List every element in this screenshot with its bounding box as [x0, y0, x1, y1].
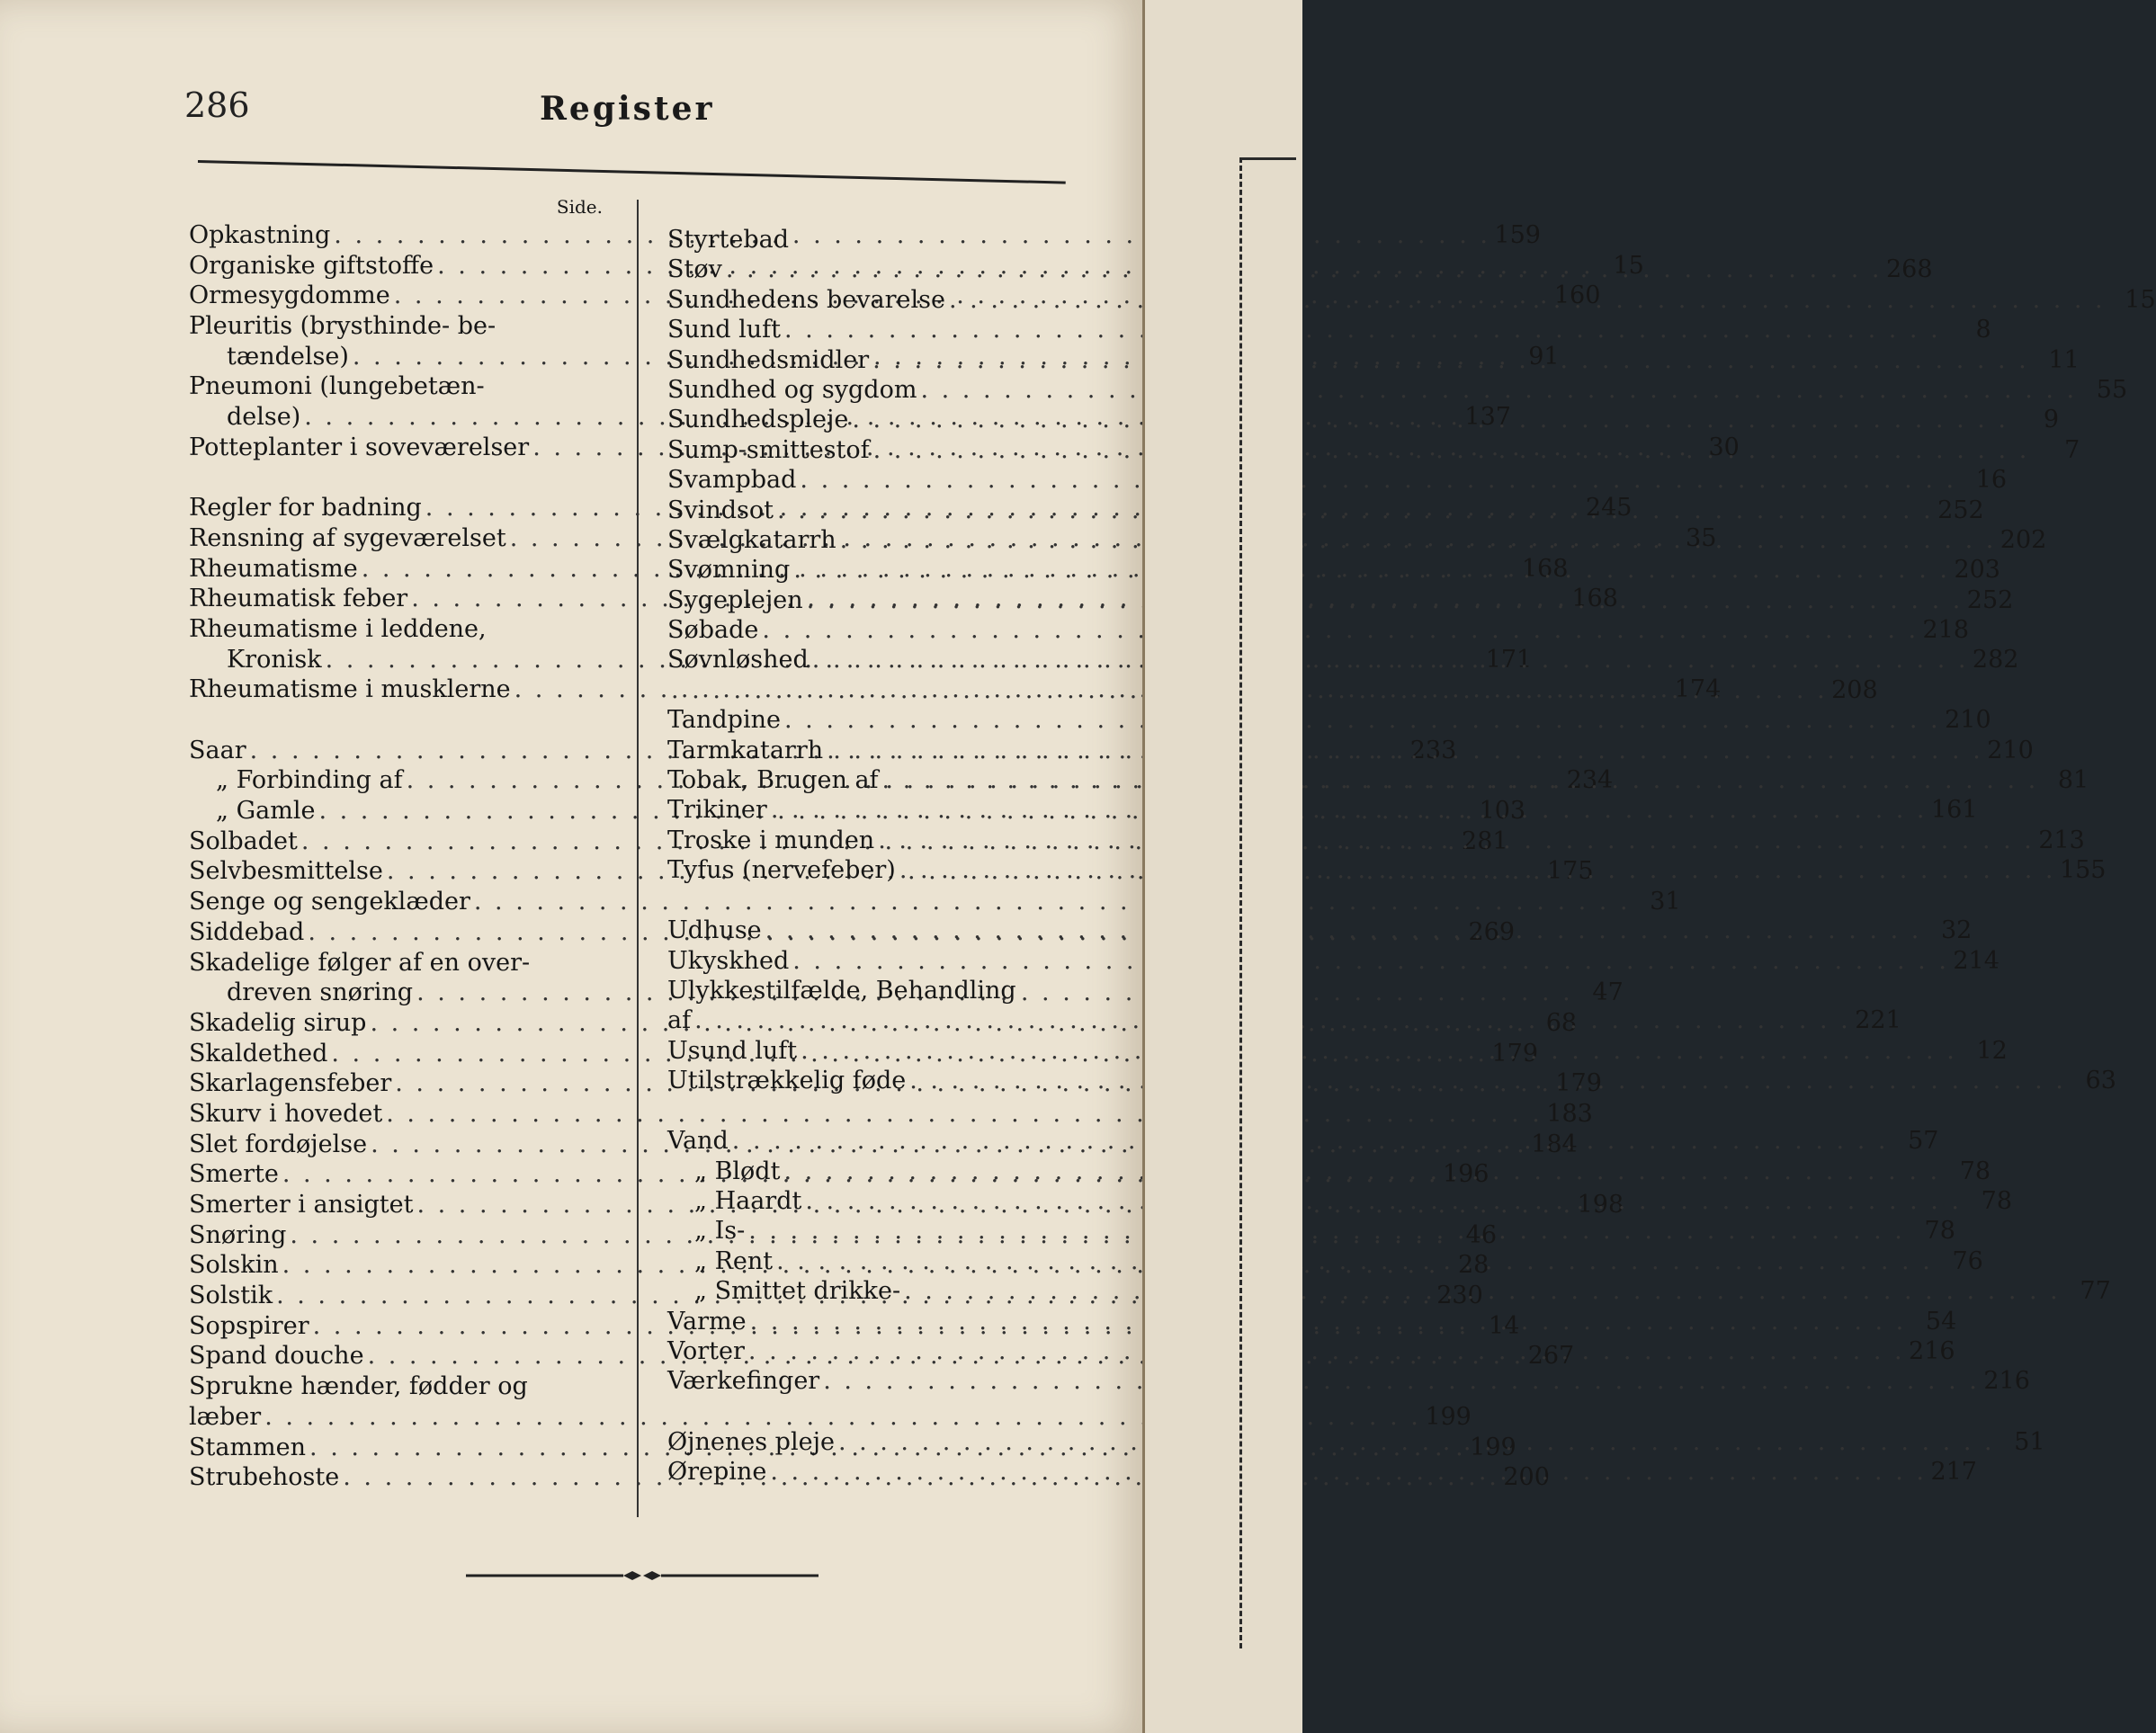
- entry-page: 183: [1546, 1099, 1593, 1128]
- entry-term: Solskin: [189, 1251, 279, 1280]
- facing-page-edge: [1142, 0, 1302, 1733]
- dot-leader: [823, 736, 1987, 765]
- entry-page: 217: [1930, 1457, 1977, 1486]
- entry-term: Svindsot: [667, 496, 774, 524]
- index-entry: [667, 886, 1090, 916]
- dot-leader: [917, 375, 2080, 405]
- dot-leader: [906, 1066, 2070, 1095]
- entry-page: 245: [1585, 494, 1633, 523]
- entry-term: „ Smittet drikke-: [694, 1277, 901, 1306]
- dot-leader: [762, 916, 1926, 945]
- dot-leader: [797, 1036, 1961, 1066]
- entry-term: delse): [227, 403, 301, 432]
- index-entry: [189, 1099, 1593, 1130]
- entry-term: dreven snøring: [227, 978, 414, 1007]
- entry-term: Sygeplejen: [667, 585, 803, 614]
- entry-term: Sundhed og sygdom: [667, 375, 917, 404]
- entry-page: 9: [2043, 406, 2059, 434]
- entry-term: Rheumatisme i leddene,: [189, 614, 487, 643]
- entry-page: 51: [2014, 1427, 2045, 1456]
- entry-term: Svampbad: [667, 466, 797, 495]
- index-entry: [189, 463, 612, 494]
- entry-term: Siddebad: [189, 917, 305, 946]
- page-title: Register: [540, 90, 715, 128]
- entry-term: Tarmkatarrh: [667, 736, 824, 764]
- dot-leader: [809, 645, 1973, 674]
- entry-term: Tandpine: [667, 706, 781, 735]
- entry-page: 267: [1527, 1342, 1575, 1371]
- index-entry: [667, 1366, 2030, 1396]
- entry-page: 269: [1468, 917, 1516, 946]
- index-entry: [667, 615, 1970, 645]
- entry-page: 155: [2059, 856, 2107, 885]
- index-entry: [667, 465, 2008, 495]
- entry-page: 31: [1650, 888, 1681, 916]
- entry-page: 78: [1924, 1217, 1955, 1246]
- entry-term: Øjnenes pleje: [667, 1427, 835, 1456]
- entry-term: „ Forbinding af: [216, 766, 403, 795]
- entry-term: Sundhedsmidler: [667, 345, 870, 374]
- entry-page: 234: [1566, 766, 1614, 795]
- entry-term: Solstik: [189, 1282, 273, 1310]
- entry-term: Snøring: [189, 1220, 287, 1249]
- entry-term: Skarlagensfeber: [189, 1069, 392, 1098]
- entry-page: 216: [1909, 1337, 1955, 1366]
- entry-page: 91: [1528, 342, 1560, 371]
- entry-page: 175: [1547, 857, 1594, 886]
- entry-page: 174: [1674, 675, 1722, 704]
- entry-page: 221: [1855, 1006, 1901, 1035]
- entry-term: Potteplanter i soveværelser: [189, 433, 530, 461]
- entry-term: Skadelige følger af en over-: [189, 948, 531, 977]
- entry-term: Tyfus (nervefeber): [667, 856, 896, 885]
- entry-term: Ulykkestilfælde, Behandling: [667, 977, 1016, 1005]
- dot-leader: [781, 315, 1945, 344]
- entry-page: 15: [1613, 251, 1644, 280]
- facing-page-frame: [1239, 157, 1296, 1648]
- entry-page: 230: [1436, 1282, 1483, 1310]
- index-entry: [667, 976, 1090, 1005]
- entry-term: Saar: [189, 736, 246, 764]
- index-entry: [189, 887, 1681, 917]
- entry-term: Troske i munden: [667, 826, 875, 854]
- entry-page: 16: [1975, 466, 2008, 495]
- index-entry: [189, 674, 1722, 705]
- entry-term: „ Rent: [694, 1246, 774, 1275]
- entry-term: Stammen: [189, 1433, 307, 1461]
- entry-term: Kronisk: [227, 645, 322, 674]
- entry-term: Rheumatisme i musklerne: [189, 675, 511, 704]
- entry-term: Skadelig sirup: [189, 1008, 367, 1037]
- entry-page: 46: [1465, 1220, 1498, 1249]
- entry-term: „ Haardt: [694, 1187, 802, 1216]
- entry-page: 160: [1553, 281, 1601, 310]
- entry-page: 57: [1908, 1127, 1939, 1156]
- entry-page: 30: [1708, 433, 1740, 461]
- entry-page: 28: [1457, 1251, 1490, 1280]
- page-number: 286: [184, 85, 250, 125]
- entry-page: 200: [1503, 1463, 1550, 1492]
- dot-leader: [758, 615, 1922, 645]
- entry-term: Smerter i ansigtet: [189, 1191, 414, 1219]
- entry-term: Vand: [667, 1127, 729, 1156]
- entry-page: 161: [1930, 796, 1978, 825]
- entry-term: „ Blødt: [694, 1157, 781, 1185]
- side-label: Side.: [556, 196, 603, 218]
- entry-term: Usund luft: [667, 1036, 798, 1065]
- entry-term: Svømning: [667, 556, 791, 585]
- entry-page: 35: [1686, 523, 1717, 552]
- entry-page: 63: [2085, 1067, 2116, 1095]
- dot-leader: [870, 435, 2034, 465]
- entry-term: Skaldethed: [189, 1039, 328, 1067]
- dot-leader: [729, 1126, 1892, 1156]
- index-entry: [667, 375, 2128, 405]
- index-entry: [189, 614, 612, 645]
- entry-page: 198: [1577, 1191, 1624, 1219]
- entry-page: 199: [1425, 1402, 1472, 1431]
- entry-page: 12: [1976, 1036, 2008, 1065]
- entry-page: 179: [1491, 1039, 1539, 1067]
- entry-page: 77: [2080, 1277, 2111, 1306]
- entry-page: 208: [1831, 675, 1878, 704]
- ornament-rule: [466, 1569, 819, 1582]
- entry-term: tændelse): [227, 342, 349, 371]
- entry-term: Værkefinger: [667, 1367, 820, 1396]
- index-entry: [667, 225, 1090, 255]
- entry-page: 159: [1494, 221, 1541, 249]
- entry-page: 54: [1925, 1307, 1957, 1335]
- entry-term: Udhuse: [667, 916, 762, 945]
- entry-page: 268: [1885, 255, 1933, 284]
- dot-leader: [747, 1307, 1910, 1336]
- entry-page: 214: [1953, 946, 1999, 975]
- entry-term: Regler for badning: [189, 494, 422, 523]
- entry-page: 179: [1555, 1069, 1602, 1098]
- index-entry: [189, 1402, 1472, 1433]
- index-entry: [667, 705, 1991, 735]
- index-entry: [189, 311, 612, 342]
- entry-page: 76: [1952, 1246, 1983, 1275]
- entry-page: 282: [1972, 646, 2019, 674]
- dot-leader: [835, 1427, 1999, 1457]
- dot-leader: [767, 795, 1931, 825]
- entry-term: Varme: [667, 1307, 747, 1335]
- dot-leader: [900, 1276, 2064, 1306]
- index-entry: [189, 1371, 612, 1402]
- entry-page: 199: [1470, 1433, 1516, 1461]
- entry-term: Styrtebad: [667, 226, 789, 254]
- entry-term: Pleuritis (brysthinde- be-: [189, 312, 497, 341]
- entry-term: Smerte: [189, 1160, 279, 1189]
- dot-leader: [945, 285, 2109, 315]
- entry-term: Sundhedens bevarelse: [667, 285, 945, 314]
- entry-term: Rheumatisk feber: [189, 585, 408, 613]
- entry-page: 168: [1521, 554, 1569, 583]
- entry-page: 47: [1592, 978, 1624, 1007]
- entry-term: Søvnløshed: [667, 646, 809, 674]
- entry-page: 210: [1987, 736, 2034, 764]
- entry-term: Sump-smittestof: [667, 435, 870, 464]
- entry-term: Sund luft: [667, 316, 782, 344]
- entry-term: læber: [189, 1402, 262, 1431]
- dot-leader: [790, 555, 1954, 585]
- entry-term: af: [667, 1006, 692, 1035]
- entry-page: 210: [1945, 706, 1991, 735]
- index-entry: [189, 948, 612, 978]
- entry-term: Vorter: [667, 1337, 745, 1366]
- dot-leader: [766, 1457, 1930, 1487]
- entry-page: 103: [1479, 797, 1526, 826]
- entry-page: 252: [1937, 496, 1984, 524]
- entry-page: 8: [1975, 316, 1991, 344]
- dot-leader: [722, 255, 1886, 284]
- entry-page: 55: [2096, 375, 2128, 404]
- entry-term: Opkastning: [189, 221, 331, 249]
- entry-page: 15: [2125, 285, 2156, 314]
- dot-leader: [774, 496, 1937, 525]
- entry-term: Rensning af sygeværelset: [189, 523, 506, 552]
- dot-leader: [781, 705, 1945, 735]
- entry-term: Solbadet: [189, 826, 298, 855]
- entry-page: 68: [1545, 1008, 1578, 1037]
- entry-page: 233: [1409, 736, 1457, 764]
- entry-page: 11: [2048, 345, 2080, 374]
- entry-page: 78: [1959, 1157, 1991, 1185]
- entry-term: Slet fordøjelse: [189, 1130, 368, 1158]
- entry-term: Sopspirer: [189, 1311, 309, 1340]
- dot-leader: [874, 826, 2038, 855]
- entry-page: 184: [1531, 1130, 1578, 1158]
- entry-page: 216: [1983, 1367, 2030, 1396]
- entry-term: Pneumoni (lungebetæn-: [189, 372, 485, 401]
- dot-leader: [745, 1216, 1909, 1246]
- entry-page: 168: [1571, 585, 1618, 613]
- entry-page: 196: [1442, 1160, 1490, 1189]
- index-entry: [667, 946, 1999, 976]
- entry-term: Strubehoste: [189, 1463, 340, 1492]
- index-entry: [667, 1397, 1090, 1427]
- dot-leader: [803, 585, 1967, 615]
- entry-page: 14: [1488, 1311, 1520, 1340]
- entry-page: 213: [2038, 826, 2085, 854]
- entry-term: „ Is-: [694, 1217, 746, 1246]
- column-divider: [637, 200, 639, 1517]
- index-entry: [667, 315, 1991, 344]
- entry-term: Ørepine: [667, 1457, 767, 1486]
- entry-term: Sprukne hænder, fødder og: [189, 1372, 528, 1401]
- dot-leader: [780, 1157, 1944, 1186]
- entry-page: 202: [1999, 525, 2047, 554]
- dot-leader: [773, 1246, 1937, 1276]
- dot-leader: [896, 855, 2060, 885]
- entry-term: Svælgkatarrh: [667, 525, 836, 554]
- dot-leader: [836, 525, 2000, 555]
- entry-term: Sundhedspleje: [667, 406, 849, 434]
- entry-term: Ormesygdomme: [189, 281, 390, 310]
- entry-term: Utilstrækkelig føde: [667, 1067, 907, 1095]
- dot-leader: [819, 1366, 1983, 1396]
- dot-leader: [801, 1186, 1965, 1216]
- entry-term: Tobak, Brugen af: [667, 766, 879, 795]
- entry-page: 78: [1981, 1187, 2013, 1216]
- entry-term: Rheumatisme: [189, 554, 358, 583]
- entry-page: 81: [2057, 766, 2089, 795]
- dot-leader: [796, 465, 1960, 495]
- entry-term: Selvbesmittelse: [189, 857, 383, 886]
- entry-page: 203: [1954, 556, 2000, 585]
- entry-page: 218: [1922, 616, 1970, 645]
- dot-leader: [848, 405, 2012, 434]
- entry-term: Senge og sengeklæder: [189, 888, 470, 916]
- dot-leader: [869, 345, 2033, 375]
- index-entry: [189, 371, 612, 402]
- index-entry: [667, 1096, 1090, 1127]
- header-rule: [198, 160, 1066, 184]
- entry-term: Skurv i hovedet: [189, 1099, 383, 1128]
- entry-term: „ Gamle: [216, 797, 316, 826]
- dot-leader: [789, 946, 1953, 976]
- entry-term: Spand douche: [189, 1342, 364, 1371]
- entry-page: 7: [2064, 435, 2080, 464]
- index-entry: [189, 705, 612, 736]
- entry-page: 281: [1462, 826, 1508, 855]
- entry-term: Organiske giftstoffe: [189, 251, 434, 280]
- entry-page: 137: [1464, 403, 1511, 432]
- entry-page: 252: [1966, 585, 2014, 614]
- dot-leader: [745, 1336, 1909, 1366]
- entry-page: 171: [1485, 645, 1533, 674]
- entry-page: 32: [1940, 916, 1973, 945]
- entry-term: Trikiner: [667, 796, 767, 825]
- entry-term: Støv: [667, 255, 722, 284]
- entry-term: Søbade: [667, 616, 759, 645]
- entry-term: Ukyskhed: [667, 946, 790, 975]
- dot-leader: [879, 765, 2043, 795]
